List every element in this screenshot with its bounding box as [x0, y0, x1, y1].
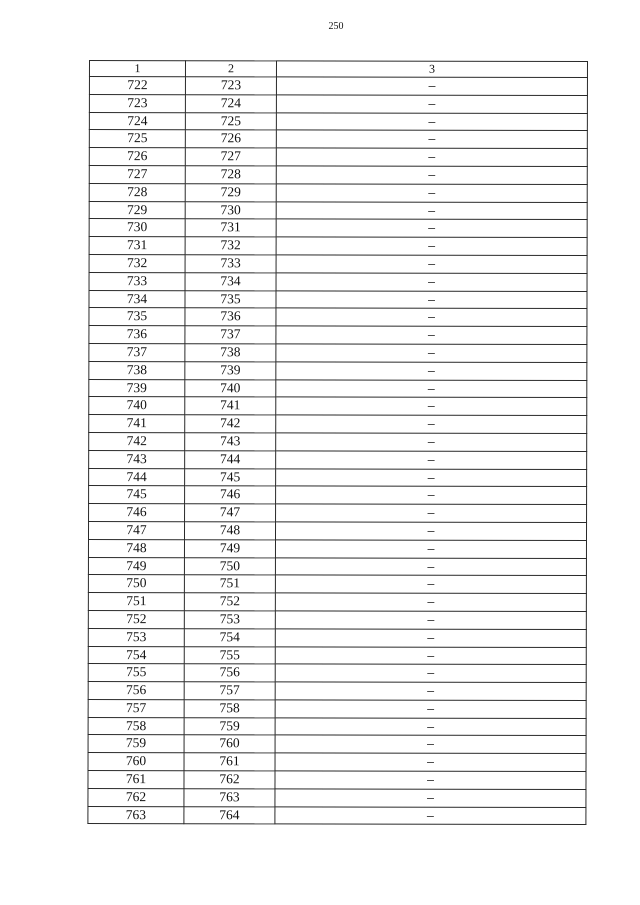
table-cell-col-2: 729 [185, 183, 276, 201]
table-cell-col-3: – [275, 522, 586, 540]
table-cell-col-3: – [275, 646, 586, 664]
table-cell-col-1: 757 [88, 699, 184, 717]
table-cell-col-1: 756 [88, 682, 184, 700]
table-cell-col-1: 758 [88, 717, 184, 735]
table-cell-col-3: – [275, 753, 586, 771]
table-cell-col-1: 724 [89, 112, 185, 130]
table-cell-col-1: 741 [89, 415, 185, 433]
table-row [89, 486, 587, 505]
table-cell-col-2: 742 [185, 415, 276, 433]
table-cell-col-1: 729 [89, 201, 185, 219]
table-cell-col-3: – [275, 682, 586, 700]
table-cell-col-1: 743 [89, 450, 185, 468]
table-cell-col-3: – [275, 735, 586, 753]
table-cell-col-1: 733 [89, 272, 185, 290]
table-cell-col-1: 730 [89, 219, 185, 237]
table-cell-col-3: – [275, 771, 586, 789]
table-cell-col-1: 723 [89, 94, 185, 112]
table-row [88, 557, 586, 576]
table-row [89, 272, 587, 291]
table-cell-col-1: 739 [89, 379, 185, 397]
table-cell-col-1: 760 [88, 753, 184, 771]
table-cell-col-2: 732 [185, 237, 276, 255]
table-row [89, 504, 587, 523]
table-cell-col-1: 748 [88, 539, 184, 557]
table-row [89, 361, 587, 380]
table-cell-col-1: 745 [89, 486, 185, 504]
table-cell-col-3: – [275, 629, 586, 647]
table-cell-col-3: – [276, 397, 587, 415]
table-cell-col-3: – [276, 95, 587, 113]
table-cell-col-3: – [275, 593, 586, 611]
column-header-3: 3 [276, 61, 587, 78]
table-cell-col-2: 723 [185, 77, 276, 95]
table-cell-col-2: 761 [184, 753, 275, 771]
table-cell-col-2: 725 [185, 112, 276, 130]
table-cell-col-2: 724 [185, 94, 276, 112]
table-cell-col-2: 758 [184, 700, 275, 718]
table-row [89, 379, 587, 398]
table-row [88, 575, 586, 594]
table-cell-col-2: 737 [185, 326, 276, 344]
table-cell-col-2: 760 [184, 735, 275, 753]
table-cell-col-2: 735 [185, 290, 276, 308]
table-cell-col-1: 725 [89, 130, 185, 148]
table-row [89, 415, 587, 434]
table-cell-col-1: 747 [88, 521, 184, 539]
table-cell-col-1: 727 [89, 165, 185, 183]
table-row [89, 343, 587, 362]
table-cell-col-2: 727 [185, 148, 276, 166]
table-cell-col-2: 753 [184, 611, 275, 629]
table-row [89, 290, 587, 309]
table-cell-col-1: 751 [88, 593, 184, 611]
table-cell-col-2: 755 [184, 646, 275, 664]
table-cell-col-2: 759 [184, 717, 275, 735]
table-cell-col-2: 764 [184, 806, 275, 824]
table-cell-col-3: – [276, 148, 587, 166]
table-cell-col-3: – [276, 504, 587, 522]
table-row [89, 165, 587, 184]
table-cell-col-1: 742 [89, 432, 185, 450]
table-row [89, 237, 587, 256]
table-cell-col-1: 746 [89, 504, 185, 522]
table-row [88, 753, 586, 772]
table-cell-col-2: 751 [184, 575, 275, 593]
table-cell-col-2: 756 [184, 664, 275, 682]
table-row [88, 593, 586, 612]
table-row [88, 771, 586, 790]
table-cell-col-2: 726 [185, 130, 276, 148]
table-row [89, 77, 587, 96]
table-cell-col-2: 763 [184, 789, 275, 807]
table-row [89, 326, 587, 345]
table-cell-col-3: – [276, 326, 587, 344]
table-cell-col-1: 759 [88, 735, 184, 753]
table-cell-col-2: 728 [185, 166, 276, 184]
table-cell-col-2: 762 [184, 771, 275, 789]
table-cell-col-3: – [276, 290, 587, 308]
table-row [89, 94, 587, 113]
table-body [88, 77, 588, 826]
table-cell-col-2: 749 [184, 539, 275, 557]
table-cell-col-3: – [276, 255, 587, 273]
table-cell-col-3: – [276, 486, 587, 504]
table-cell-col-3: – [276, 219, 587, 237]
table-cell-col-3: – [276, 379, 587, 397]
table-row [89, 183, 587, 202]
table-row [89, 219, 587, 238]
table-cell-col-2: 757 [184, 682, 275, 700]
table-cell-col-1: 740 [89, 397, 185, 415]
table-cell-col-3: – [276, 433, 587, 451]
table-cell-col-1: 761 [88, 771, 184, 789]
table-cell-col-3: – [276, 237, 587, 255]
table-row [89, 201, 587, 220]
table-cell-col-1: 737 [89, 343, 185, 361]
table-cell-col-3: – [276, 166, 587, 184]
table-cell-col-2: 739 [185, 361, 276, 379]
table-cell-col-1: 732 [89, 254, 185, 272]
table-cell-col-1: 738 [89, 361, 185, 379]
table-cell-col-1: 752 [88, 610, 184, 628]
table-row [88, 788, 586, 807]
table-cell-col-2: 740 [185, 379, 276, 397]
table-cell-col-2: 730 [185, 201, 276, 219]
table-cell-col-3: – [275, 557, 586, 575]
table-row [88, 646, 586, 665]
table-cell-col-3: – [276, 184, 587, 202]
column-header-2: 2 [185, 61, 276, 77]
table-cell-col-3: – [275, 789, 586, 807]
table-cell-col-1: 749 [88, 557, 184, 575]
table-cell-col-3: – [276, 344, 587, 362]
table-cell-col-3: – [276, 77, 587, 95]
table-cell-col-2: 731 [185, 219, 276, 237]
table-cell-col-3: – [276, 130, 587, 148]
header-row [89, 61, 587, 78]
table-cell-col-2: 736 [185, 308, 276, 326]
table-cell-col-2: 738 [185, 344, 276, 362]
table-cell-col-1: 734 [89, 290, 185, 308]
table-cell-col-3: – [275, 700, 586, 718]
table-row [89, 308, 587, 327]
table-cell-col-2: 747 [185, 504, 276, 522]
table-cell-col-3: – [275, 718, 586, 736]
table-row [89, 468, 587, 487]
table-cell-col-2: 734 [185, 272, 276, 290]
table-cell-col-3: – [275, 575, 586, 593]
table-cell-col-3: – [275, 611, 586, 629]
table-cell-col-3: – [276, 362, 587, 380]
table-cell-col-1: 750 [88, 575, 184, 593]
table-cell-col-3: – [275, 540, 586, 558]
table-cell-col-3: – [276, 415, 587, 433]
table-cell-col-2: 745 [185, 468, 276, 486]
table-row [88, 699, 586, 718]
table-cell-col-3: – [275, 664, 586, 682]
table-cell-col-3: – [276, 201, 587, 219]
page-number: 250 [328, 21, 344, 32]
table-cell-col-3: – [275, 807, 586, 825]
table-cell-col-1: 762 [88, 788, 184, 806]
table-cell-col-1: 744 [89, 468, 185, 486]
table-row [89, 148, 587, 167]
table-cell-col-2: 752 [184, 593, 275, 611]
table-cell-col-1: 728 [89, 183, 185, 201]
table-row [88, 610, 586, 629]
table-row [89, 432, 587, 451]
table-cell-col-2: 754 [184, 628, 275, 646]
column-header-1: 1 [89, 61, 185, 77]
table-cell-col-3: – [276, 451, 587, 469]
table-cell-col-1: 735 [89, 308, 185, 326]
table-cell-col-2: 741 [185, 397, 276, 415]
table-cell-col-1: 731 [89, 237, 185, 255]
table-cell-col-2: 746 [185, 486, 276, 504]
table-cell-col-2: 733 [185, 255, 276, 273]
table-cell-col-1: 753 [88, 628, 184, 646]
table-row [89, 112, 587, 131]
table-row [88, 806, 586, 825]
table-cell-col-1: 722 [89, 77, 185, 95]
table-header [89, 61, 587, 78]
table-row [88, 682, 586, 701]
table-row [88, 521, 586, 540]
table-cell-col-2: 750 [184, 557, 275, 575]
table-cell-col-2: 744 [185, 450, 276, 468]
table-cell-col-1: 736 [89, 326, 185, 344]
table-row [88, 628, 586, 647]
table-cell-col-3: – [276, 273, 587, 291]
table-row [89, 397, 587, 416]
table-cell-col-3: – [276, 468, 587, 486]
table-row [88, 664, 586, 683]
table-row [89, 130, 587, 149]
table-cell-col-3: – [276, 308, 587, 326]
table-row [89, 254, 587, 273]
data-table [87, 60, 588, 826]
table-cell-col-2: 743 [185, 433, 276, 451]
table-cell-col-1: 763 [88, 806, 184, 824]
table-cell-col-1: 754 [88, 646, 184, 664]
table-row [88, 717, 586, 736]
table-row [89, 450, 587, 469]
table-cell-col-1: 726 [89, 148, 185, 166]
table-cell-col-1: 755 [88, 664, 184, 682]
table-row [88, 735, 586, 754]
table-cell-col-2: 748 [184, 522, 275, 540]
table-row [88, 539, 586, 558]
table-cell-col-3: – [276, 112, 587, 130]
